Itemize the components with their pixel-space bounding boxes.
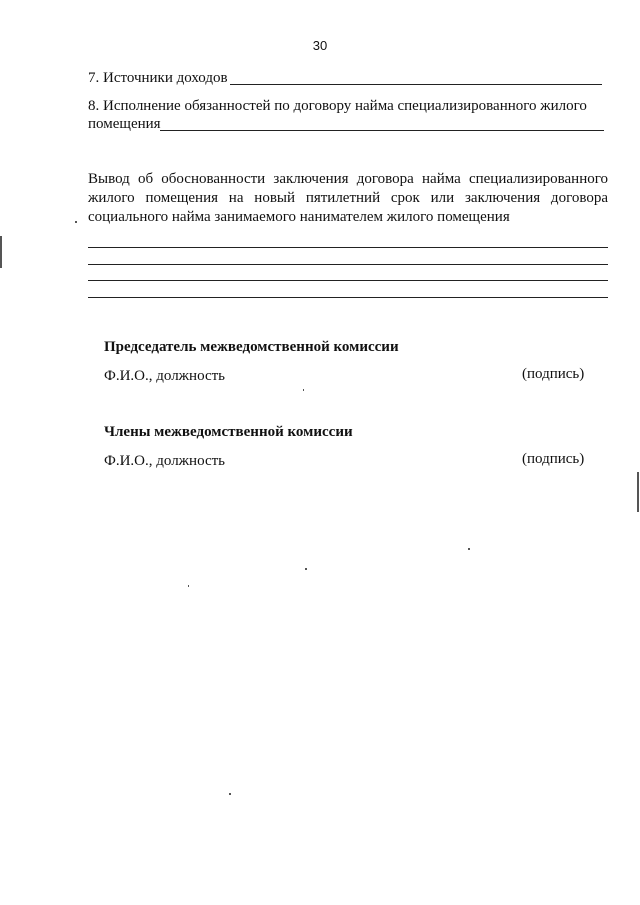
obligations-label-line1: 8. Исполнение обязанностей по договору найма специализированного жилого xyxy=(88,98,587,114)
page-number: 30 xyxy=(312,38,328,53)
members-heading: Члены межведомственной комиссии xyxy=(104,424,353,440)
members-name-label: Ф.И.О., должность xyxy=(104,453,226,469)
income-sources-label: 7. Источники доходов xyxy=(88,70,228,86)
conclusion-fill-line-1 xyxy=(88,247,608,248)
scan-speck xyxy=(468,548,470,550)
conclusion-paragraph: Вывод об обоснованности заключения договора найма специализированного жилого помещения на новый пятилетний срок или заключения договора социального найма занимаемого нанимателем жилого помещения xyxy=(88,171,608,225)
scan-edge-mark xyxy=(637,472,639,512)
scan-speck xyxy=(229,793,231,795)
conclusion-fill-line-2 xyxy=(88,264,608,265)
income-sources-fill-line xyxy=(230,84,602,85)
obligations-label-line2: помещения xyxy=(88,116,161,132)
scan-speck xyxy=(188,585,189,587)
chairman-signature-label: (подпись) xyxy=(522,366,585,382)
scan-speck xyxy=(303,389,304,391)
obligations-fill-line xyxy=(160,130,604,131)
scan-speck xyxy=(305,568,307,570)
chairman-heading: Председатель межведомственной комиссии xyxy=(104,339,399,355)
conclusion-fill-line-4 xyxy=(88,297,608,298)
chairman-name-label: Ф.И.О., должность xyxy=(104,368,226,384)
members-signature-label: (подпись) xyxy=(522,451,585,467)
scan-edge-mark xyxy=(0,236,2,268)
scan-speck xyxy=(75,221,77,223)
conclusion-fill-line-3 xyxy=(88,280,608,281)
